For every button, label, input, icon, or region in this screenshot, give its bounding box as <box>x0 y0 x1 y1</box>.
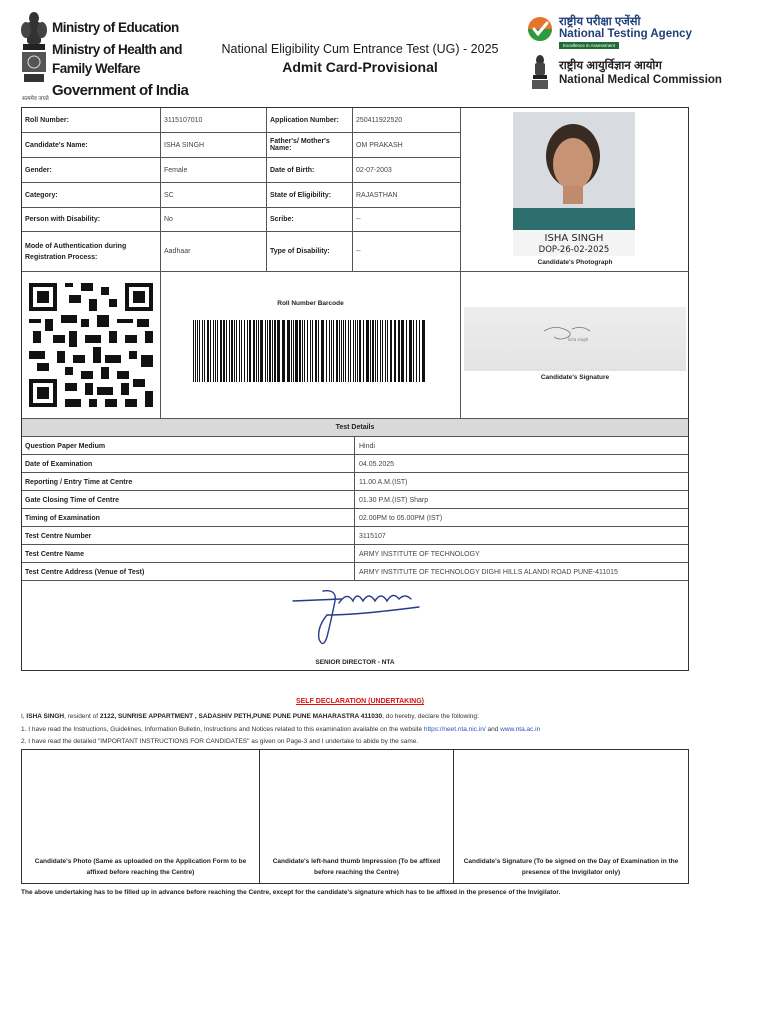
photo-name-text: ISHA SINGH <box>544 233 604 244</box>
test-row-value: Hindi <box>354 437 375 455</box>
category-value: SC <box>161 183 267 208</box>
nmc-emblem-icon <box>530 54 550 92</box>
barcode-bar <box>382 320 383 382</box>
test-row <box>22 455 688 473</box>
barcode-bar <box>217 320 218 382</box>
barcode-bar <box>331 320 332 382</box>
pwd-value: No <box>161 208 267 232</box>
barcode-bar <box>299 320 301 382</box>
qr-code <box>25 278 157 412</box>
barcode-bar <box>204 320 205 382</box>
roll-number-value: 3115107010 <box>161 108 267 133</box>
category-label: Category: <box>22 183 161 208</box>
photo-affix-box <box>22 750 260 883</box>
barcode-bar <box>350 320 351 382</box>
neet-website-link[interactable]: https://neet.nta.nic.in/ <box>423 726 486 733</box>
application-number-label: Application Number: <box>267 108 353 133</box>
nmc-english-name: National Medical Commission <box>559 74 722 86</box>
roll-number-label: Roll Number: <box>22 108 161 133</box>
barcode-bar <box>341 320 342 382</box>
barcode-bar <box>199 320 200 382</box>
agency-header <box>527 12 757 92</box>
disability-type-value: -- <box>353 232 461 272</box>
barcode-bar <box>193 320 194 382</box>
exam-title: National Eligibility Cum Entrance Test (UG) - 2025 <box>221 42 499 56</box>
test-row <box>22 437 688 455</box>
decl-address: 2122, SUNRISE APPARTMENT , SADASHIV PETH,PUNE PUNE PUNE MAHARASTRA 411030 <box>99 713 383 720</box>
pwd-label: Person with Disability: <box>22 208 161 232</box>
barcode-bar <box>321 320 324 382</box>
barcode-bar <box>353 320 354 382</box>
candidate-photo-box <box>461 108 689 272</box>
barcode-bar <box>241 320 242 382</box>
moe-line-2: Ministry of Health and Family Welfare <box>52 42 183 76</box>
director-signature <box>287 581 427 653</box>
barcode-bar <box>307 320 308 382</box>
barcode-bar <box>277 320 280 382</box>
barcode-bar <box>260 320 263 382</box>
barcode-bar <box>302 320 303 382</box>
undertaking-boxes <box>21 749 689 884</box>
barcode-bar <box>287 320 290 382</box>
declaration-title: SELF DECLARATION (UNDERTAKING) <box>295 698 425 705</box>
admit-card <box>21 107 689 671</box>
test-row-value: 01.30 P.M.(IST) Sharp <box>354 491 428 509</box>
parent-name-value: OM PRAKASH <box>353 133 461 158</box>
test-row-label: Reporting / Entry Time at Centre <box>25 478 133 486</box>
test-row-label: Date of Examination <box>25 460 93 468</box>
test-row <box>22 491 688 509</box>
barcode-bar <box>244 320 245 382</box>
test-row-value: 04.05.2025 <box>354 455 394 473</box>
barcode-bar <box>370 320 371 382</box>
test-row <box>22 473 688 491</box>
decl-name: ISHA SINGH <box>26 713 65 720</box>
barcode-bar <box>282 320 285 382</box>
barcode-bar <box>249 320 251 382</box>
motto: सत्यमेव जयते <box>22 96 49 102</box>
barcode-bar <box>385 320 386 382</box>
test-row-label: Timing of Examination <box>25 514 100 522</box>
barcode-bar <box>210 320 211 382</box>
test-row <box>22 509 688 527</box>
test-row-label: Gate Closing Time of Centre <box>25 496 119 504</box>
barcode-bar <box>269 320 271 382</box>
barcode-bar <box>195 320 196 382</box>
auth-mode-value: Aadhaar <box>161 232 267 272</box>
roll-number-barcode <box>193 320 427 382</box>
barcode-bar <box>413 320 414 382</box>
candidate-name-label: Candidate's Name: <box>22 133 161 158</box>
candidate-photo <box>513 112 635 256</box>
candidate-signature-image <box>464 307 686 371</box>
barcode-bar <box>234 320 235 382</box>
barcode-bar <box>197 320 198 382</box>
barcode-bar <box>406 320 407 382</box>
barcode-bar <box>326 320 327 382</box>
barcode-bar <box>226 320 227 382</box>
photo-affix-caption: Candidate's Photo (Same as uploaded on the Application Form to be affixed before reaching the Centre) <box>34 858 247 876</box>
barcode-bar <box>256 320 257 382</box>
barcode-bar <box>236 320 237 382</box>
test-row-value: 11.00 A.M.(IST) <box>354 473 408 491</box>
barcode-bar <box>318 320 319 382</box>
moe-line-3: Government of India <box>52 82 189 99</box>
barcode-bar <box>333 320 334 382</box>
auth-mode-label-line2: Registration Process: <box>25 253 98 261</box>
barcode-bar <box>267 320 268 382</box>
barcode-bar <box>295 320 298 382</box>
barcode-bar <box>380 320 381 382</box>
auth-mode-label <box>22 232 161 272</box>
barcode-bar <box>398 320 400 382</box>
test-row-label: Question Paper Medium <box>25 442 106 450</box>
declaration-point-2: 2. I have read the detailed "IMPORTANT INSTRUCTIONS FOR CANDIDATES" as given on Page-3 and I undertake to abide by the same. <box>21 738 419 745</box>
decl-point1-and: and <box>485 726 501 733</box>
candidate-signature-text: Isha singh <box>568 337 589 342</box>
auth-mode-label-line1: Mode of Authentication during <box>25 242 127 250</box>
barcode-bar <box>247 320 248 382</box>
barcode-bar <box>387 320 388 382</box>
gender-label: Gender: <box>22 158 161 183</box>
barcode-bar <box>355 320 356 382</box>
thumb-impression-box <box>260 750 454 883</box>
dob-value: 02-07-2003 <box>353 158 461 183</box>
test-row <box>22 545 688 563</box>
barcode-bar <box>329 320 330 382</box>
exam-signature-box <box>454 750 688 883</box>
barcode-bar <box>375 320 376 382</box>
barcode-bar <box>202 320 203 382</box>
ministry-header <box>18 8 203 102</box>
thumb-impression-caption: Candidate's left-hand thumb Impression (To be affixed before reaching the Centre) <box>272 858 441 876</box>
barcode-bar <box>394 320 396 382</box>
barcode-bar <box>372 320 374 382</box>
declaration-intro <box>21 713 479 720</box>
barcode-bar <box>343 320 344 382</box>
barcode-bar <box>253 320 255 382</box>
barcode-bar <box>390 320 392 382</box>
barcode-bar <box>312 320 313 382</box>
exam-heading <box>205 42 515 75</box>
nta-website-link[interactable]: www.nta.ac.in <box>500 726 541 733</box>
barcode-bar <box>345 320 346 382</box>
dob-label: Date of Birth: <box>267 158 353 183</box>
barcode-bar <box>401 320 404 382</box>
decl-intro-1: I, <box>21 713 27 720</box>
barcode-bar <box>304 320 305 382</box>
ashoka-emblem-icon <box>18 8 50 92</box>
barcode-bar <box>213 320 214 382</box>
barcode-bar <box>416 320 417 382</box>
barcode-bar <box>422 320 425 382</box>
scribe-label: Scribe: <box>267 208 353 232</box>
nta-english-name: National Testing Agency <box>559 28 692 40</box>
candidate-name-value: ISHA SINGH <box>161 133 267 158</box>
barcode-bar <box>336 320 338 382</box>
barcode-bar <box>366 320 369 382</box>
director-signature-box <box>22 579 688 671</box>
decl-intro-2: , resident of <box>64 713 100 720</box>
test-row-value: 3115107 <box>354 527 386 545</box>
barcode-bar <box>348 320 349 382</box>
candidate-signature-box <box>461 272 689 419</box>
barcode-box <box>161 272 461 419</box>
director-label: SENIOR DIRECTOR - NTA <box>315 659 395 666</box>
barcode-bar <box>239 320 240 382</box>
state-label: State of Eligibility: <box>267 183 353 208</box>
test-row-label: Test Centre Name <box>25 550 85 558</box>
nta-tagline: Excellence in Assessment <box>559 42 619 49</box>
card-title: Admit Card-Provisional <box>282 59 438 75</box>
barcode-bar <box>220 320 222 382</box>
barcode-bar <box>377 320 378 382</box>
signature-caption: Candidate's Signature <box>540 374 610 381</box>
nta-check-icon <box>527 16 553 42</box>
decl-intro-3: , do hereby, declare the following: <box>382 713 479 720</box>
parent-name-label: Father's/ Mother's Name: <box>267 133 353 158</box>
barcode-bar <box>363 320 364 382</box>
barcode-bar <box>231 320 233 382</box>
application-number-value: 250411922520 <box>353 108 461 133</box>
scribe-value: -- <box>353 208 461 232</box>
test-row-value: ARMY INSTITUTE OF TECHNOLOGY <box>354 545 480 563</box>
undertaking-footnote: The above undertaking has to be filled up in advance before reaching the Centre, except for the candidate's signature which has to be affixed in the presence of the Invigilator. <box>21 889 561 896</box>
barcode-bar <box>310 320 311 382</box>
barcode-bar <box>207 320 209 382</box>
barcode-bar <box>223 320 225 382</box>
moe-line-1: Ministry of Education <box>52 20 179 35</box>
test-row-label: Test Centre Address (Venue of Test) <box>25 568 145 576</box>
barcode-bar <box>258 320 259 382</box>
state-value: RAJASTHAN <box>353 183 461 208</box>
photo-caption: Candidate's Photograph <box>537 259 613 266</box>
exam-signature-caption: Candidate's Signature (To be signed on the Day of Examination in the presence of the Invigilator only) <box>463 858 679 876</box>
nmc-hindi-name: राष्ट्रीय आयुर्विज्ञान आयोग <box>559 60 662 72</box>
decl-point1-text: 1. I have read the Instructions, Guidelines, Information Bulletin, Instructions and Notices related to this examination available on the website <box>21 726 424 733</box>
nta-hindi-name: राष्ट्रीय परीक्षा एजेंसी <box>559 16 641 28</box>
photo-date-text: DOP-26-02-2025 <box>538 245 610 255</box>
barcode-bar <box>293 320 294 382</box>
barcode-bar <box>229 320 230 382</box>
test-details-heading: Test Details <box>22 419 688 437</box>
barcode-bar <box>357 320 358 382</box>
test-row <box>22 527 688 545</box>
declaration-point-1 <box>21 726 540 733</box>
barcode-bar <box>274 320 276 382</box>
barcode-title: Roll Number Barcode <box>277 300 344 307</box>
barcode-bar <box>419 320 420 382</box>
barcode-bar <box>359 320 361 382</box>
test-row-value: ARMY INSTITUTE OF TECHNOLOGY DIGHI HILLS ALANDI ROAD PUNE-411015 <box>354 563 618 581</box>
qr-code-box <box>22 272 161 419</box>
disability-type-label: Type of Disability: <box>267 232 353 272</box>
barcode-bar <box>315 320 317 382</box>
barcode-bar <box>409 320 412 382</box>
gender-value: Female <box>161 158 267 183</box>
barcode-bar <box>215 320 216 382</box>
test-row-label: Test Centre Number <box>25 532 92 540</box>
test-row-value: 02.00PM to 05.00PM (IST) <box>354 509 442 527</box>
barcode-bar <box>272 320 273 382</box>
barcode-bar <box>291 320 292 382</box>
barcode-bar <box>339 320 340 382</box>
barcode-bar <box>265 320 266 382</box>
